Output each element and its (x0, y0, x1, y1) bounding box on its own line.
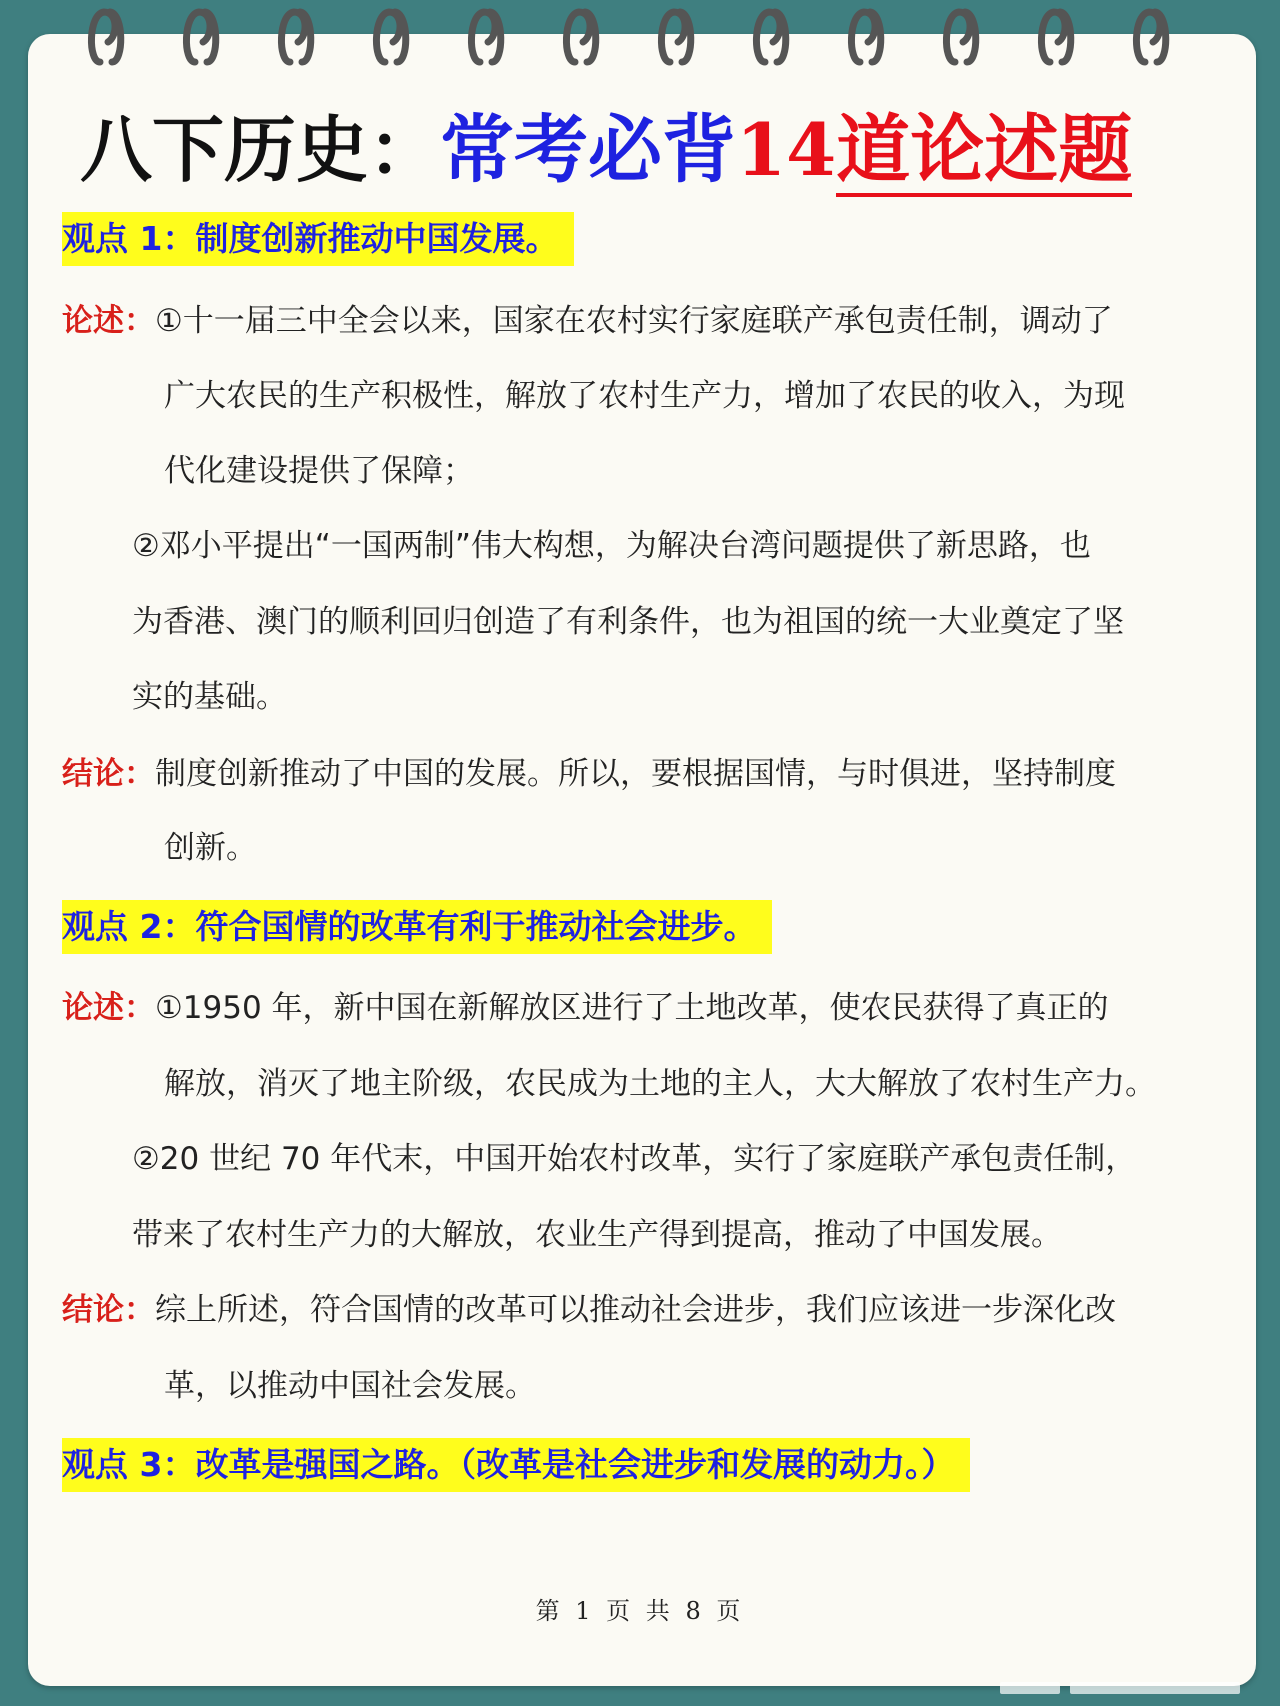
section-2-argument-line-1: 论述：①1950 年，新中国在新解放区进行了土地改革，使农民获得了真正的 (62, 990, 1109, 1026)
binder-ring-3 (281, 12, 310, 62)
section-1-argument-line-5: 为香港、澳门的顺利回归创造了有利条件，也为祖国的统一大业奠定了坚 (132, 604, 1124, 640)
section-1-argument-line-2: 广大农民的生产积极性，解放了农村生产力，增加了农民的收入，为现 (164, 378, 1125, 414)
title-part-count: 14 (736, 107, 837, 192)
page-number: 第 1 页 共 8 页 (535, 1597, 745, 1625)
viewpoint-3: 观点 3：改革是强国之路。（改革是社会进步和发展的动力。） (62, 1438, 970, 1492)
section-1-argument-line-1: 论述：①十一届三中全会以来，国家在农村实行家庭联产承包责任制，调动了 (62, 303, 1113, 339)
section-1-conclusion-line-2: 创新。 (164, 830, 257, 866)
binder-ring-6 (566, 12, 595, 62)
binder-ring-2 (186, 12, 215, 62)
section-2-conclusion-line-1: 结论：综上所述，符合国情的改革可以推动社会进步，我们应该进一步深化改 (62, 1292, 1116, 1328)
title-part-essay: 道论述题 (836, 107, 1132, 197)
binder-ring-5 (471, 12, 500, 62)
section-2-conclusion-line-2: 革，以推动中国社会发展。 (164, 1368, 536, 1404)
binder-ring-10 (946, 12, 975, 62)
binder-ring-4 (376, 12, 405, 62)
binder-ring-11 (1041, 12, 1070, 62)
section-2-argument-line-2: 解放，消灭了地主阶级，农民成为土地的主人，大大解放了农村生产力。 (164, 1066, 1156, 1102)
section-2-argument-line-3: ②20 世纪 70 年代末，中国开始农村改革，实行了家庭联产承包责任制， (132, 1141, 1137, 1177)
section-1-conclusion-line-1: 结论：制度创新推动了中国的发展。所以，要根据国情，与时俱进，坚持制度 (62, 756, 1116, 792)
binder-ring-1 (91, 12, 120, 62)
section-1-argument-line-4: ②邓小平提出“一国两制”伟大构想，为解决台湾问题提供了新思路，也 (132, 528, 1091, 564)
argument-label: 论述： (62, 303, 155, 339)
title-part-subject: 八下历史： (80, 107, 441, 192)
section-2-argument-line-4: 带来了农村生产力的大解放，农业生产得到提高，推动了中国发展。 (132, 1217, 1062, 1253)
binder-ring-9 (851, 12, 880, 62)
title-part-frequent: 常考必背 (440, 107, 737, 193)
section-1-argument-line-6: 实的基础。 (132, 679, 287, 715)
binder-ring-12 (1136, 12, 1165, 62)
page-title (80, 100, 1132, 200)
section-1-argument-line-3: 代化建设提供了保障； (164, 453, 474, 489)
binder-ring-8 (756, 12, 785, 62)
binder-ring-7 (661, 12, 690, 62)
watermark-shape (1000, 1678, 1250, 1698)
conclusion-label: 结论： (62, 756, 155, 792)
conclusion-label: 结论： (62, 1292, 155, 1328)
binder-rings (0, 0, 1280, 80)
viewpoint-2: 观点 2：符合国情的改革有利于推动社会进步。 (62, 900, 772, 954)
viewpoint-1: 观点 1：制度创新推动中国发展。 (62, 212, 574, 266)
argument-label: 论述： (62, 990, 155, 1026)
